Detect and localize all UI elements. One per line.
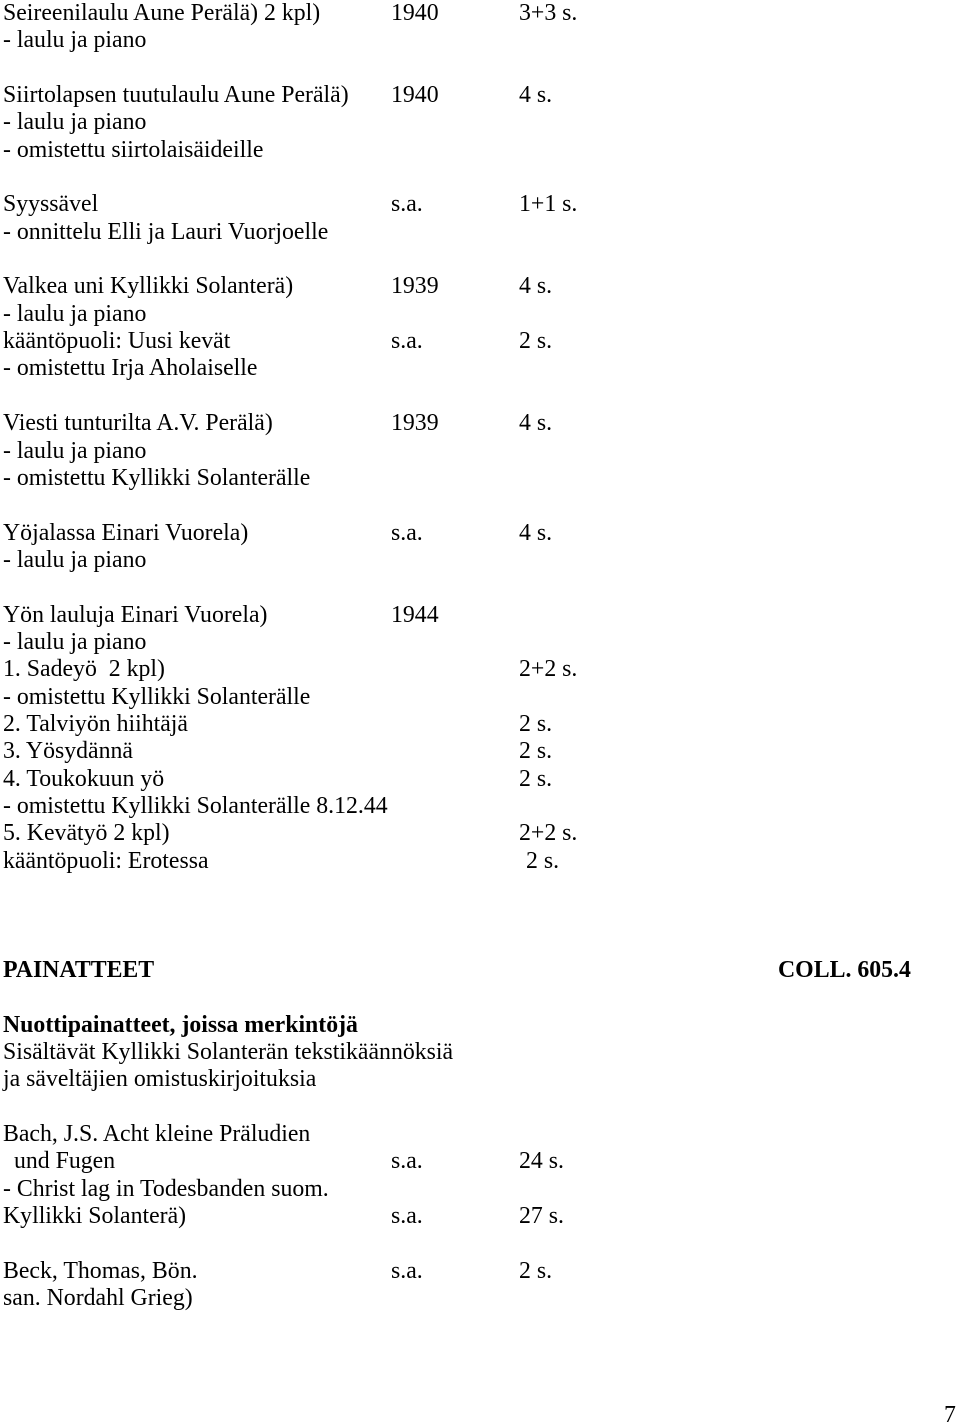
entry-note (0, 684, 960, 711)
subsection-heading-row (0, 1012, 960, 1039)
entry-pages: 4 s. (519, 82, 553, 109)
entry-title: Siirtolapsen tuutulaulu Aune Perälä) (3, 82, 349, 109)
entry-date: s.a. (391, 191, 423, 218)
entry-date: 1939 (391, 273, 439, 300)
entry-line (0, 766, 960, 793)
entry-line (0, 656, 960, 683)
entry-title: Syyssävel (3, 191, 99, 218)
entry-note (0, 629, 960, 656)
entry-title: Seireenilaulu Aune Perälä) 2 kpl) (3, 0, 321, 26)
entry-note (0, 137, 960, 164)
entry-line (0, 1258, 960, 1285)
entry-pages: 2+2 s. (519, 820, 578, 847)
entry-note-text: - laulu ja piano (3, 109, 147, 136)
entry-note-text: - laulu ja piano (3, 27, 147, 54)
entry-line (0, 711, 960, 738)
entry-note (0, 219, 960, 246)
entry-date: 1940 (391, 0, 439, 26)
blank-line (0, 164, 960, 191)
entry-date: s.a. (391, 328, 423, 355)
entry-note-text: san. Nordahl Grieg) (3, 1285, 193, 1312)
entry-line (0, 602, 960, 629)
entry-note (0, 355, 960, 382)
subsection-heading: Nuottipainatteet, joissa merkintöjä (3, 1011, 358, 1038)
blank-line (0, 383, 960, 410)
entry-pages: 2 s. (519, 710, 553, 737)
entry-note-text: - omistettu Kyllikki Solanterälle (3, 464, 311, 491)
description-text: Sisältävät Kyllikki Solanterän tekstikäännöksiä (3, 1039, 454, 1066)
entry-date: s.a. (391, 519, 423, 546)
entry-note (0, 793, 960, 820)
entry-title: 5. Kevätyö 2 kpl) (3, 820, 170, 847)
recording-entry-viesti-tunturilta (0, 410, 960, 492)
description-text: ja säveltäjien omistuskirjoituksia (3, 1066, 317, 1093)
entry-pages: 3+3 s. (519, 0, 578, 26)
entry-line (0, 0, 960, 27)
entry-pages: 2 s. (519, 1257, 553, 1284)
entry-line (0, 520, 960, 547)
entry-note (0, 438, 960, 465)
entry-pages: 2 s. (519, 738, 553, 765)
blank-line (0, 246, 960, 273)
entry-pages: 2 s. (519, 765, 553, 792)
entry-note (0, 301, 960, 328)
entry-note-text: - omistettu Kyllikki Solanterälle (3, 683, 311, 710)
entry-title: 2. Talviyön hiihtäjä (3, 710, 188, 737)
blank-line (0, 1230, 960, 1257)
entry-title: 1. Sadeyö 2 kpl) (3, 656, 165, 683)
entry-date: 1940 (391, 82, 439, 109)
entry-note (0, 1285, 960, 1312)
entry-note-text: - laulu ja piano (3, 300, 147, 327)
entry-title: 4. Toukokuun yö (3, 765, 165, 792)
entry-note (0, 1121, 960, 1148)
entry-title: Yöjalassa Einari Vuorela) (3, 519, 249, 546)
entry-line (0, 191, 960, 218)
entry-note-text: - onnittelu Elli ja Lauri Vuorjoelle (3, 218, 329, 245)
prints-section (0, 957, 960, 1312)
entry-title: Viesti tunturilta A.V. Perälä) (3, 410, 273, 437)
page-number: 7 (944, 1402, 956, 1428)
recording-entry-yojalassa (0, 520, 960, 575)
entry-title: Yön lauluja Einari Vuorela) (3, 601, 268, 628)
print-entry-bach (0, 1121, 960, 1230)
recording-entry-valkea-uni (0, 273, 960, 382)
print-entry-beck (0, 1258, 960, 1313)
description-line (0, 1039, 960, 1066)
entry-note-text: - laulu ja piano (3, 546, 147, 573)
entry-note (0, 109, 960, 136)
entry-note-text: - omistettu siirtolaisäideille (3, 136, 264, 163)
entry-line (0, 738, 960, 765)
entry-title: Bach, J.S. Acht kleine Präludien (3, 1121, 311, 1148)
entry-pages: 2 s. (519, 328, 553, 355)
section-header (0, 957, 960, 984)
entry-pages: 4 s. (519, 519, 553, 546)
entry-line (0, 82, 960, 109)
entry-date: 1939 (391, 410, 439, 437)
entry-line (0, 1148, 960, 1175)
entry-pages: 24 s. (519, 1148, 564, 1175)
entry-title: kääntöpuoli: Uusi kevät (3, 328, 231, 355)
entry-pages: 2+2 s. (519, 656, 578, 683)
entry-pages: 1+1 s. (519, 191, 578, 218)
entry-title: Beck, Thomas, Bön. (3, 1257, 198, 1284)
blank-line (0, 1094, 960, 1121)
entry-title: kääntöpuoli: Erotessa (3, 847, 209, 874)
entry-line (0, 1203, 960, 1230)
collection-code: COLL. 605.4 (778, 957, 911, 984)
recording-entry-siirtolapsen-tuutulaulu (0, 82, 960, 164)
recording-entry-syyssavel (0, 191, 960, 246)
entry-date: s.a. (391, 1148, 423, 1175)
blank-line (0, 492, 960, 519)
entry-line (0, 328, 960, 355)
blank-lines (0, 875, 960, 957)
entry-note-text: - omistettu Irja Aholaiselle (3, 355, 258, 382)
entry-note-text: - Christ lag in Todesbanden suom. (3, 1175, 329, 1202)
entry-note (0, 1176, 960, 1203)
entry-date: 1944 (391, 601, 439, 628)
entry-note (0, 27, 960, 54)
entry-title: und Fugen (14, 1148, 116, 1175)
entry-date: s.a. (391, 1257, 423, 1284)
entry-note-text: - laulu ja piano (3, 437, 147, 464)
entry-line (0, 273, 960, 300)
description-line (0, 1066, 960, 1093)
recording-entry-yon-lauluja (0, 602, 960, 875)
entry-note (0, 547, 960, 574)
entry-note-text: - omistettu Kyllikki Solanterälle 8.12.44 (3, 792, 388, 819)
entry-note (0, 465, 960, 492)
entry-title: Valkea uni Kyllikki Solanterä) (3, 273, 294, 300)
entry-line (0, 410, 960, 437)
entry-pages: 4 s. (519, 273, 553, 300)
entry-pages: 4 s. (519, 410, 553, 437)
entry-title: 3. Yösydännä (3, 738, 133, 765)
blank-line (0, 55, 960, 82)
section-heading: PAINATTEET (3, 957, 155, 984)
entry-pages: 2 s. (526, 847, 560, 874)
entry-line (0, 848, 960, 875)
blank-line (0, 574, 960, 601)
blank-line (0, 984, 960, 1011)
entry-note-text: - laulu ja piano (3, 628, 147, 655)
entry-date: s.a. (391, 1203, 423, 1230)
entry-line (0, 820, 960, 847)
recording-entry-seireenilaulu (0, 0, 960, 55)
entry-pages: 27 s. (519, 1203, 564, 1230)
entry-title: Kyllikki Solanterä) (3, 1203, 187, 1230)
